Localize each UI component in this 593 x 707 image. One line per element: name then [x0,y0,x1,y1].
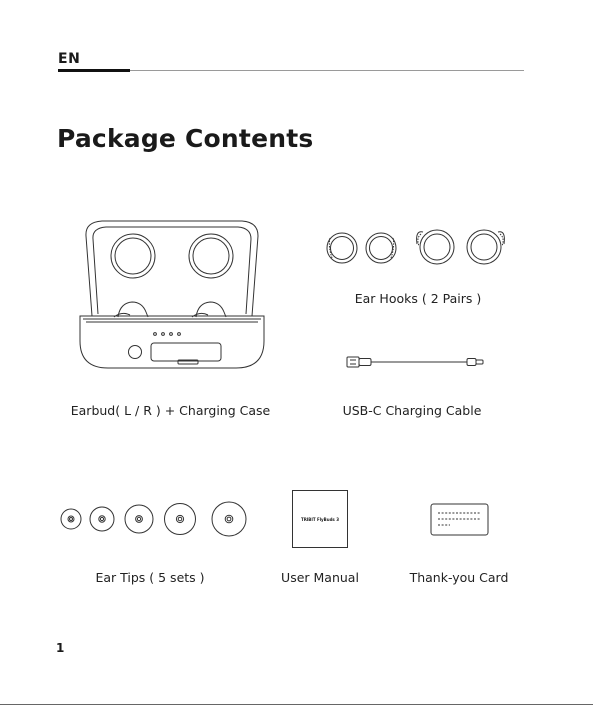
usb-c-cable-label: USB-C Charging Cable [342,403,482,418]
usb-c-cable-icon [346,354,488,370]
user-manual-icon [292,490,348,548]
ear-tips-icon [60,501,250,537]
user-manual-label: User Manual [281,570,359,585]
header-divider-accent [58,69,130,72]
earbuds-case-icon [78,216,266,376]
manual-cover-text: TRIBIT FlyBuds 3 [301,517,339,522]
thank-you-card-icon [430,503,490,537]
ear-tips-label: Ear Tips ( 5 sets ) [95,570,205,585]
thank-you-card-label: Thank-you Card [409,570,509,585]
page-bottom-edge [0,704,593,705]
ear-hooks-icon [324,224,522,268]
page-title: Package Contents [57,124,314,153]
earbuds-case-label: Earbud( L / R ) + Charging Case [70,403,271,418]
ear-hooks-label: Ear Hooks ( 2 Pairs ) [354,291,482,306]
page-number: 1 [56,641,65,655]
language-tag: EN [58,51,81,67]
